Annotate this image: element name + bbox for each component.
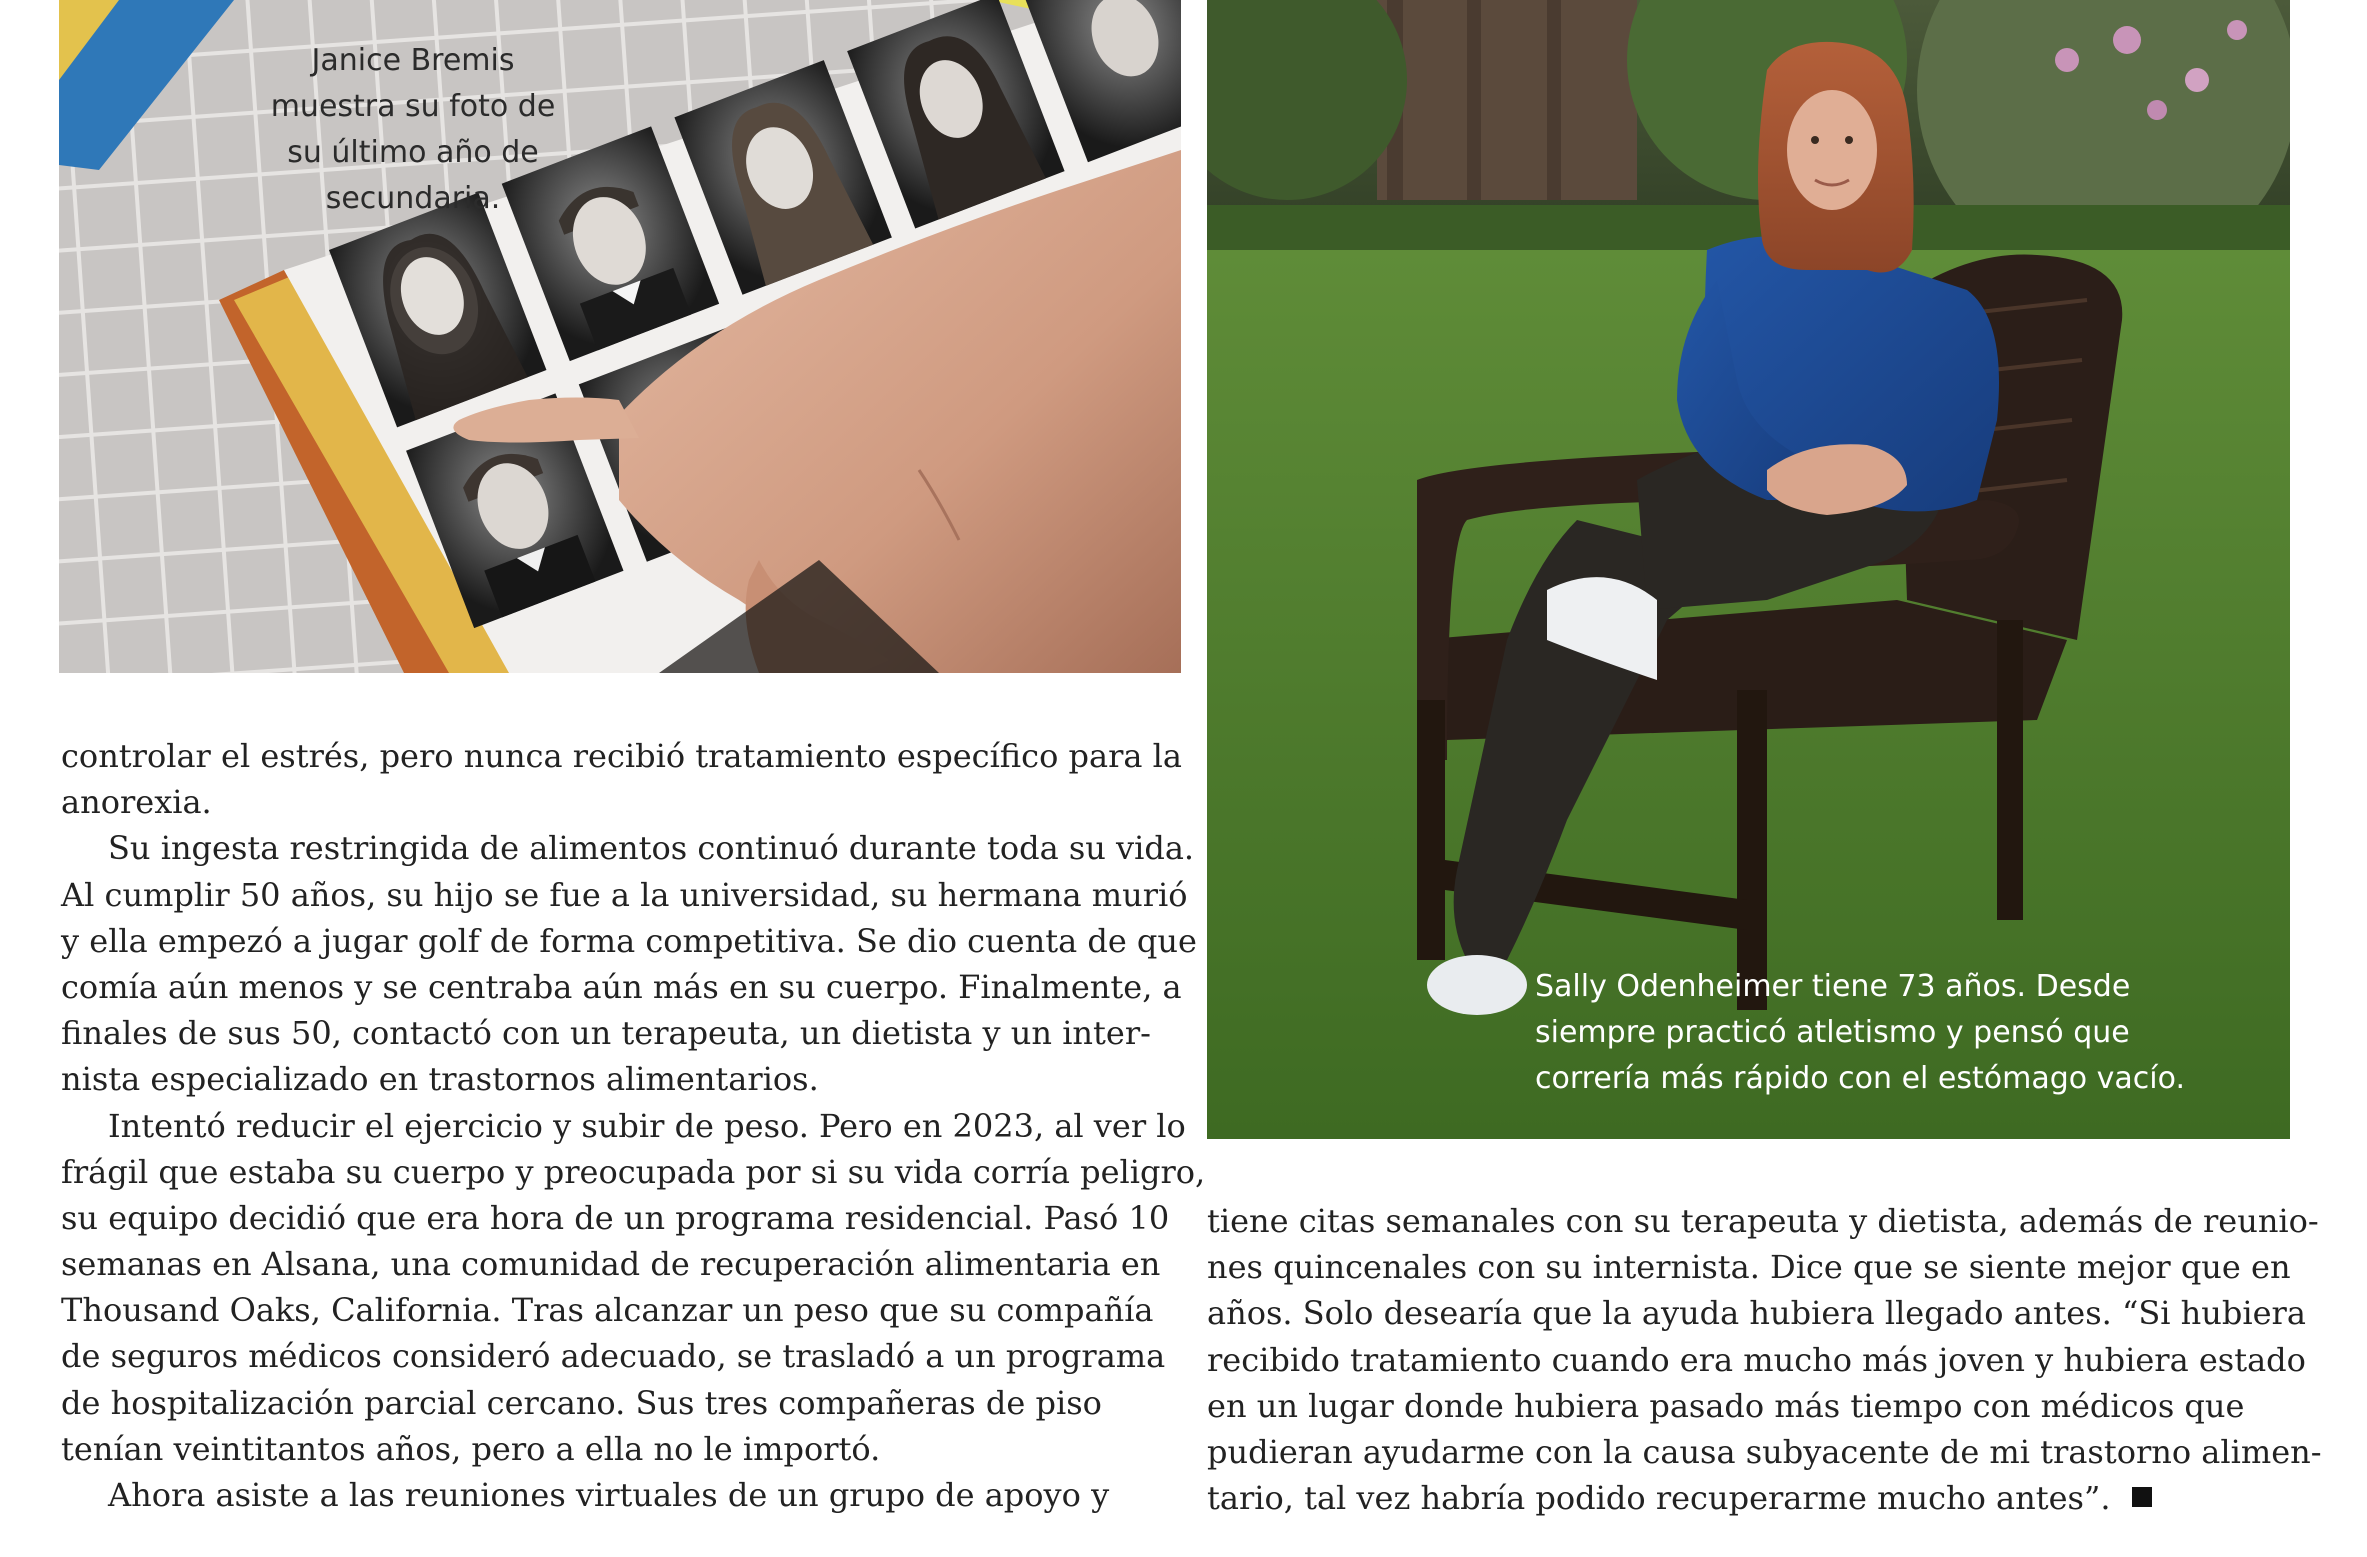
- article-column-left: [61, 733, 1206, 1518]
- article-line: y ella empezó a jugar golf de forma competitiva. Se dio cuenta de que: [61, 921, 1197, 960]
- article-line: controlar el estrés, pero nunca recibió tratamiento específico para la: [61, 737, 1182, 775]
- article-line-last: [1207, 1475, 2290, 1521]
- article-line: Ahora asiste a las reuniones virtuales de un grupo de apoyo y: [108, 1476, 1110, 1514]
- article-line: de hospitalización parcial cercano. Sus tres compañeras de piso: [61, 1383, 1102, 1422]
- end-of-article-mark: [2132, 1487, 2152, 1507]
- caption-line: Sally Odenheimer tiene 73 años. Desde: [1535, 969, 2131, 1004]
- article-line: en un lugar donde hubiera pasado más tiempo con médicos que: [1207, 1386, 2245, 1425]
- article-line: tenían veintitantos años, pero a ella no le importó.: [61, 1429, 881, 1468]
- article-line: comía aún menos y se centraba aún más en su cuerpo. Finalmente, a: [61, 967, 1182, 1006]
- article-line: finales de sus 50, contactó con un terapeuta, un dietista y un inter-: [61, 1014, 1151, 1053]
- yearbook-photo-image: [59, 0, 1181, 673]
- article-line: semanas en Alsana, una comunidad de recuperación alimentaria en: [61, 1245, 1161, 1284]
- article-line: de seguros médicos consideró adecuado, se trasladó a un programa: [61, 1337, 1166, 1376]
- article-line-text: tario, tal vez habría podido recuperarme mucho antes”.: [1207, 1479, 2111, 1518]
- article-line: pudieran ayudarme con la causa subyacente de mi trastorno alimen-: [1207, 1432, 2322, 1471]
- portrait-photo-caption: [1535, 964, 2275, 1102]
- portrait-photo: [1207, 0, 2290, 1139]
- article-line: Su ingesta restringida de alimentos continuó durante toda su vida.: [108, 829, 1195, 868]
- article-line: nes quincenales con su internista. Dice que se siente mejor que en: [1207, 1248, 2291, 1287]
- caption-line: Janice Bremis: [311, 43, 515, 78]
- caption-line: su último año de: [287, 135, 539, 170]
- article-line: tiene citas semanales con su terapeuta y dietista, además de reunio-: [1207, 1202, 2319, 1240]
- caption-line: correría más rápido con el estómago vacío.: [1535, 1061, 2185, 1096]
- yearbook-photo-caption: [239, 38, 587, 222]
- article-line: Intentó reducir el ejercicio y subir de peso. Pero en 2023, al ver lo: [108, 1106, 1186, 1145]
- article-line: años. Solo desearía que la ayuda hubiera llegado antes. “Si hubiera: [1207, 1294, 2306, 1333]
- article-line: nista especializado en trastornos alimentarios.: [61, 1060, 819, 1099]
- article-line: Thousand Oaks, California. Tras alcanzar un peso que su compañía: [61, 1291, 1154, 1330]
- yearbook-photo: [59, 0, 1181, 673]
- article-line: frágil que estaba su cuerpo y preocupada por si su vida corría peligro,: [61, 1152, 1206, 1191]
- article-line: Al cumplir 50 años, su hijo se fue a la universidad, su hermana murió: [61, 875, 1188, 914]
- caption-line: secundaria.: [325, 181, 501, 216]
- article-column-right: [1207, 1198, 2322, 1521]
- article-line: su equipo decidió que era hora de un programa residencial. Pasó 10: [61, 1198, 1170, 1237]
- article-line: anorexia.: [61, 783, 212, 822]
- caption-line: muestra su foto de: [270, 89, 556, 124]
- article-line: recibido tratamiento cuando era mucho más joven y hubiera estado: [1207, 1340, 2306, 1379]
- caption-line: siempre practicó atletismo y pensó que: [1535, 1015, 2130, 1050]
